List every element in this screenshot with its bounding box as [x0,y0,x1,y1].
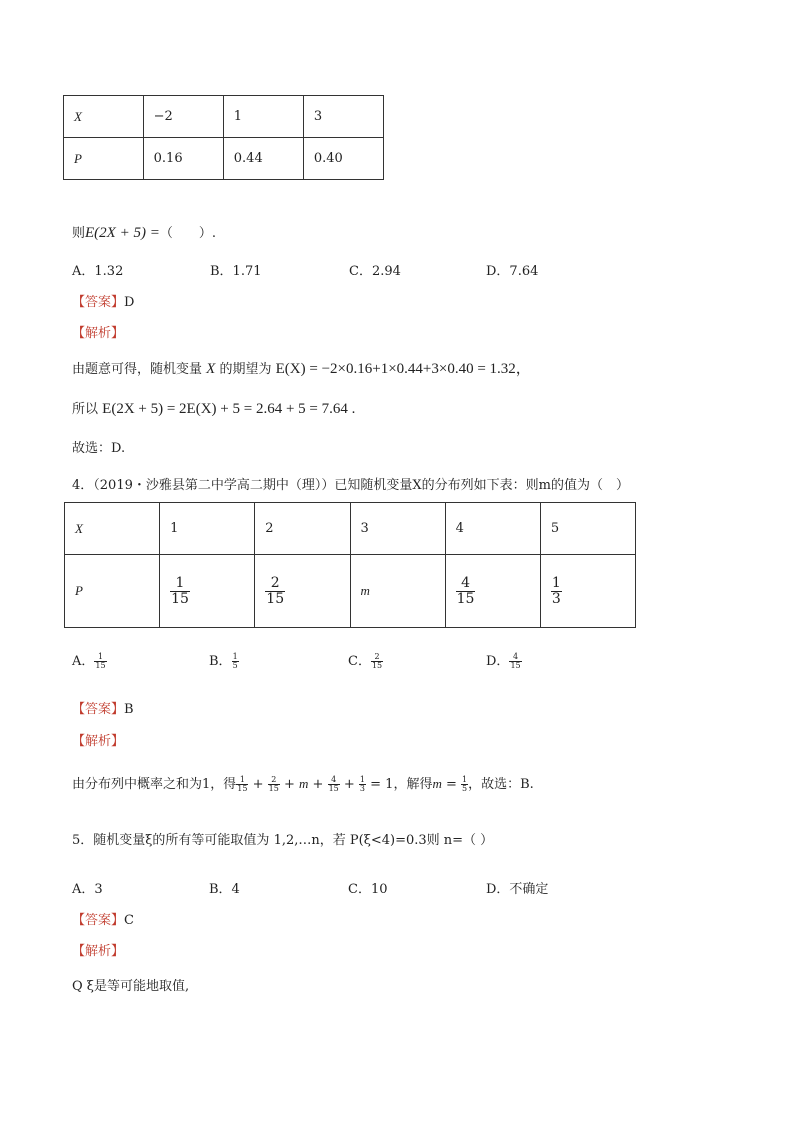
table2-cell: P [65,555,160,628]
table2-cell: 1 [160,503,255,555]
table1-cell: P [64,138,144,180]
table2-cell: 4 [445,503,540,555]
table1-cell: 0.16 [143,138,223,180]
q4-solution: 由分布列中概率之和为1，得 $\frac{1}{15}$ + $\frac{2}{15}$ + m + $\frac{4}{15}$ + $\frac{1}{3}$ = 1，解得m = $\frac{1}{5}$ ，故选：B. [72,774,534,793]
q4-stem: 4．（2019・沙雅县第二中学高二期中（理））已知随机变量X的分布列如下表：则m的值为（ ） [72,478,629,493]
q4-option-b: B． $\frac{1}{5}$ [209,651,238,670]
q4-option-c: C． $\frac{2}{15}$ [348,651,383,670]
fraction: $\frac{1}{3}$ [551,574,561,607]
q3-analysis-label: 【解析】 [72,326,125,341]
table2-cell [445,555,540,628]
table1-cell: X [64,96,144,138]
q5-analysis-label: 【解析】 [72,944,125,959]
q5-answer: 【答案】C [72,913,134,928]
fraction: $\frac{4}{15}$ [456,574,475,607]
fraction: $\frac{2}{15}$ [266,574,285,607]
q5-option-b: B．4 [209,882,240,897]
table2-cell [160,555,255,628]
table2-cell: 2 [255,503,350,555]
q5-option-d: D．不确定 [486,882,549,897]
table1-cell: 1 [223,96,303,138]
table1-cell: 3 [303,96,383,138]
fraction: $\frac{1}{15}$ [171,574,189,607]
table2-cell: 5 [540,503,635,555]
table2-cell [540,555,635,628]
q3-answer: 【答案】D [72,295,135,310]
q3-option-a: A．1.32 [72,264,124,279]
q3-option-c: C．2.94 [349,264,401,279]
distribution-table-2 [64,502,636,628]
table1-cell: 0.40 [303,138,383,180]
q3-solution-line-2: 所以 E(2X + 5) = 2E(X) + 5 = 2.64 + 5 = 7.64 . [72,401,356,417]
q3-option-d: D．7.64 [486,264,539,279]
q3-solution-line-3: 故选：D. [72,441,126,456]
q4-analysis-label: 【解析】 [72,734,125,749]
table1-cell: −2 [143,96,223,138]
q5-option-a: A．3 [72,882,103,897]
q4-option-a: A． $\frac{1}{15}$ [72,651,106,670]
q4-option-d: D． $\frac{4}{15}$ [486,651,521,670]
table1-cell: 0.44 [223,138,303,180]
table2-cell: m [350,555,445,628]
q3-option-b: B．1.71 [210,264,262,279]
q3-stem: 则E(2X + 5) =（ ）. [72,225,216,241]
q5-stem: 5．随机变量ξ的所有等可能取值为 1,2,…n，若 P(ξ<4)=0.3则 n=（ ） [72,833,494,848]
distribution-table-1 [63,95,384,180]
table2-cell [255,555,350,628]
table2-cell: X [65,503,160,555]
q3-solution-line-1: 由题意可得，随机变量 X 的期望为 E(X) = −2×0.16+1×0.44+3×0.40 = 1.32， [72,361,531,377]
table2-cell: 3 [350,503,445,555]
q4-answer: 【答案】B [72,702,134,717]
q5-option-c: C．10 [348,882,388,897]
q5-solution-line-1: Q ξ是等可能地取值, [72,979,190,994]
